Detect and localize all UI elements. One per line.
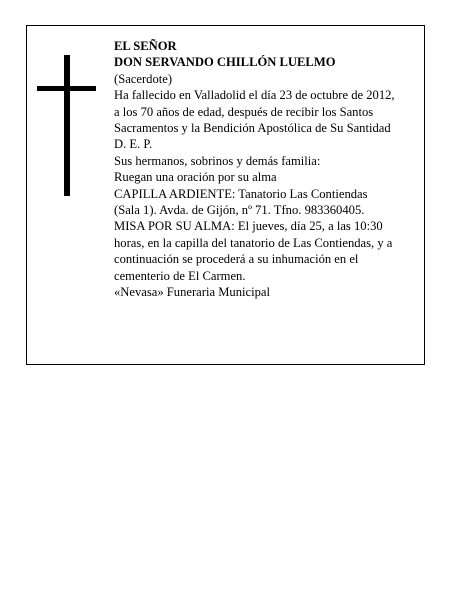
rip-line: D. E. P.	[114, 137, 153, 152]
mass-line-2: horas, en la capilla del tanatorio de Las Contiendas, y a	[114, 235, 393, 250]
death-line-1: Ha fallecido en Valladolid el día 23 de octubre de 2012,	[114, 88, 395, 103]
mass-line-1: MISA POR SU ALMA: El jueves, día 25, a las 10:30	[114, 219, 383, 234]
chapel-line-1: CAPILLA ARDIENTE: Tanatorio Las Contiendas	[114, 186, 368, 201]
mass-line-3: continuación se procederá a su inhumación en el	[114, 252, 359, 267]
deceased-role: (Sacerdote)	[114, 71, 173, 86]
deceased-name: DON SERVANDO CHILLÓN LUELMO	[114, 55, 336, 70]
cross-icon	[64, 55, 70, 196]
obituary-text	[114, 38, 424, 301]
title-line-1: EL SEÑOR	[114, 39, 177, 53]
funeral-home: «Nevasa» Funeraria Municipal	[114, 285, 270, 300]
mass-line-4: cementerio de El Carmen.	[114, 268, 246, 283]
cross-icon-bar	[37, 86, 96, 91]
chapel-line-2: (Sala 1). Avda. de Gijón, nº 71. Tfno. 983360405.	[114, 203, 365, 218]
family-line-1: Sus hermanos, sobrinos y demás familia:	[114, 153, 321, 168]
family-line-2: Ruegan una oración por su alma	[114, 170, 277, 185]
death-line-3: Sacramentos y la Bendición Apostólica de Su Santidad	[114, 121, 391, 136]
death-line-2: a los 70 años de edad, después de recibir los Santos	[114, 104, 374, 119]
